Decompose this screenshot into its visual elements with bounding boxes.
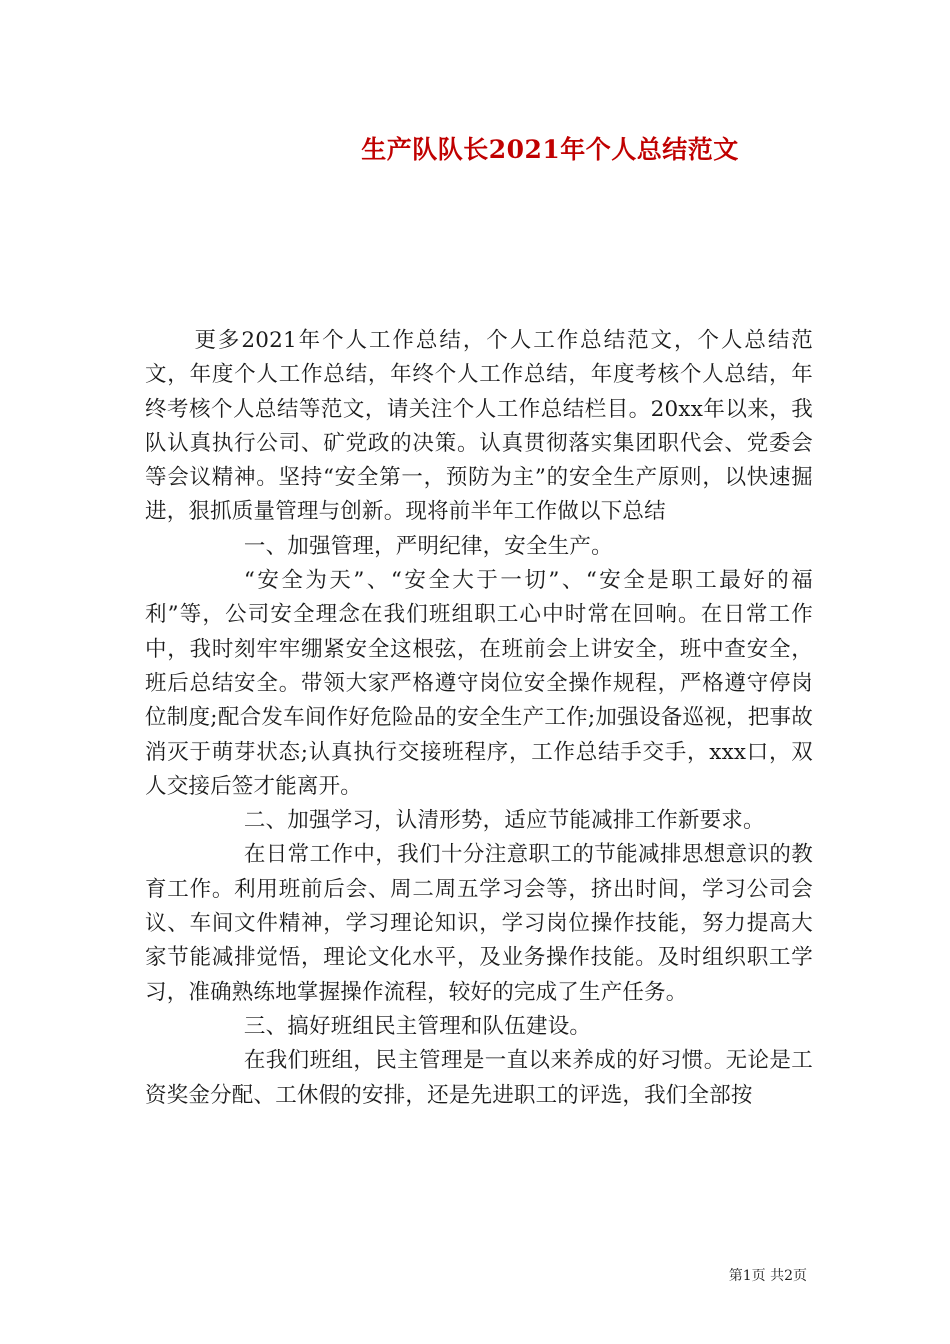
document-title: 生产队队长2021年个人总结范文 [361, 135, 739, 164]
page-number-footer: 第1页 共2页 [728, 1268, 807, 1284]
section-2-paragraph: 在日常工作中，我们十分注意职工的节能减排思想意识的教育工作。利用班前后会、周二周五学习会等，挤出时间，学习公司会议、车间文件精神，学习理论知识，学习岗位操作技能，努力提高大家节能减排觉悟，理论文化水平，及业务操作技能。及时组织职工学习，准确熟练地掌握操作流程，较好的完成了生产任务。 [145, 842, 813, 1005]
section-heading-2: 二、加强学习，认清形势，适应节能减排工作新要求。 [243, 808, 765, 834]
section-heading-3: 三、搞好班组民主管理和队伍建设。 [243, 1013, 592, 1039]
document-body [145, 324, 813, 1113]
section-1-paragraph: “安全为天”、“安全大于一切”、“安全是职工最好的福利”等，公司安全理念在我们班组职工心中时常在回响。在日常工作中，我时刻牢牢绷紧安全这根弦，在班前会上讲安全，班中查安全，班后总结安全。带领大家严格遵守岗位安全操作规程，严格遵守停岗位制度;配合发车间作好危险品的安全生产工作;加强设备巡视，把事故消灭于萌芽状态;认真执行交接班程序，工作总结手交手，xxx口，双人交接后签才能离开。 [145, 568, 813, 799]
section-3-paragraph: 在我们班组，民主管理是一直以来养成的好习惯。无论是工资奖金分配、工休假的安排，还是先进职工的评选，我们全部按 [145, 1048, 813, 1108]
section-heading-1: 一、加强管理，严明纪律，安全生产。 [243, 533, 613, 559]
intro-paragraph: 更多2021年个人工作总结，个人工作总结范文，个人总结范文，年度个人工作总结，年终个人工作总结，年度考核个人总结，年终考核个人总结等范文，请关注个人工作总结栏目。20xx年以来，我队认真执行公司、矿党政的决策。认真贯彻落实集团职代会、党委会等会议精神。坚持“安全第一，预防为主”的安全生产原则，以快速掘进，狠抓质量管理与创新。现将前半年工作做以下总结 [145, 328, 813, 525]
